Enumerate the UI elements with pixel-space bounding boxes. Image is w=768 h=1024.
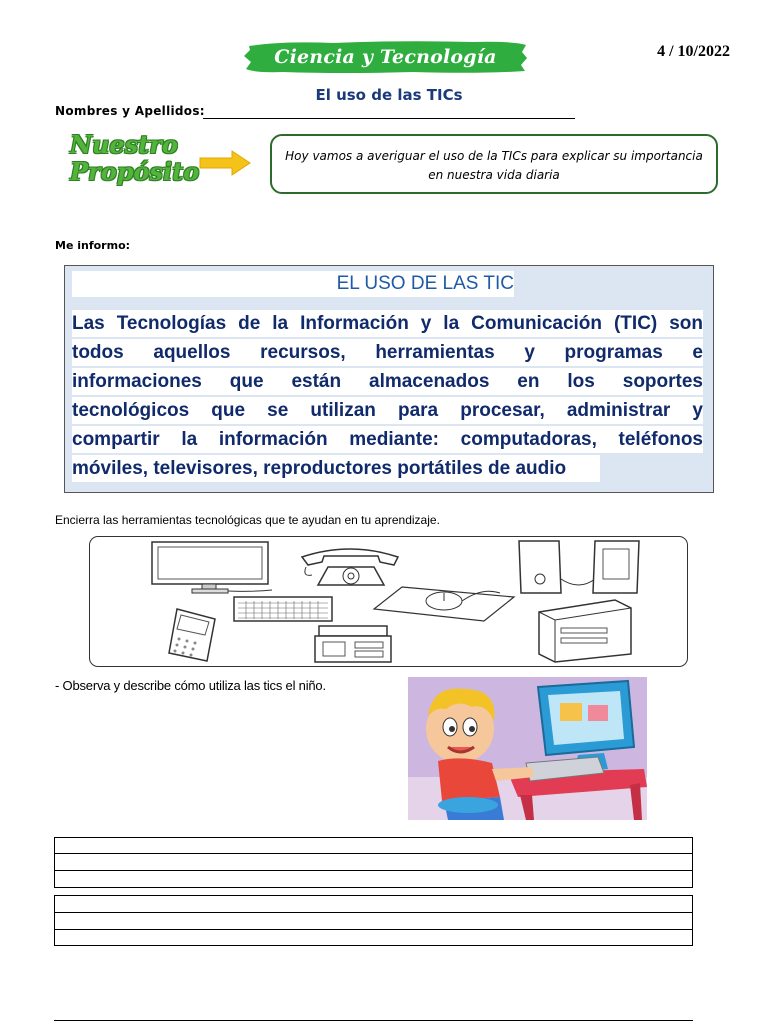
answer-line [54, 912, 693, 913]
info-title: EL USO DE LAS TIC [336, 273, 514, 294]
cash-register-icon[interactable] [313, 624, 393, 664]
page-title: El uso de las TICs [315, 86, 463, 104]
name-label: Nombres y Apellidos: [55, 104, 205, 118]
purpose-badge-line1: Nuestro [70, 130, 178, 159]
info-text-line: informaciones que están almacenados en los soportes [72, 368, 703, 395]
section-label: Me informo: [55, 239, 131, 252]
name-field-line[interactable] [203, 118, 575, 119]
purpose-badge [70, 131, 210, 185]
info-text-line: móviles, televisores, reproductores portátiles de audio [72, 455, 600, 482]
subject-banner-text: Ciencia y Tecnología [274, 46, 497, 68]
purpose-badge-line2: Propósito [70, 157, 200, 186]
date: 4 / 10/2022 [657, 43, 730, 60]
telephone-icon[interactable] [298, 545, 404, 587]
answer-line [54, 853, 693, 854]
mouse-icon[interactable] [372, 583, 517, 623]
arrow-right-icon [198, 150, 252, 176]
answer-line [54, 1020, 693, 1021]
info-text-line: Las Tecnologías de la Información y la Comunicación (TIC) son [72, 310, 703, 337]
purpose-text: Hoy vamos a averiguar el uso de la TICs para explicar su importancia en nuestra vida diaria [285, 149, 703, 182]
answer-line [54, 929, 693, 930]
cellphone-icon[interactable] [165, 607, 223, 663]
speakers-icon[interactable] [515, 539, 643, 595]
info-text-line: todos aquellos recursos, herramientas y programas e [72, 339, 703, 366]
answer-box[interactable] [54, 837, 693, 888]
keyboard-icon[interactable] [232, 595, 334, 623]
cpu-icon[interactable] [535, 598, 635, 664]
activity2-instruction: - Observa y describe cómo utiliza las tics el niño. [55, 678, 326, 693]
activity1-instruction: Encierra las herramientas tecnológicas que te ayudan en tu aprendizaje. [55, 513, 440, 527]
info-text-line: compartir la información mediante: computadoras, teléfonos [72, 426, 703, 453]
answer-box[interactable] [54, 895, 693, 946]
child-using-computer-illustration [408, 677, 647, 820]
monitor-icon[interactable] [150, 540, 275, 595]
answer-line [54, 870, 693, 871]
info-text-line: tecnológicos que se utilizan para procesar, administrar y [72, 397, 703, 424]
